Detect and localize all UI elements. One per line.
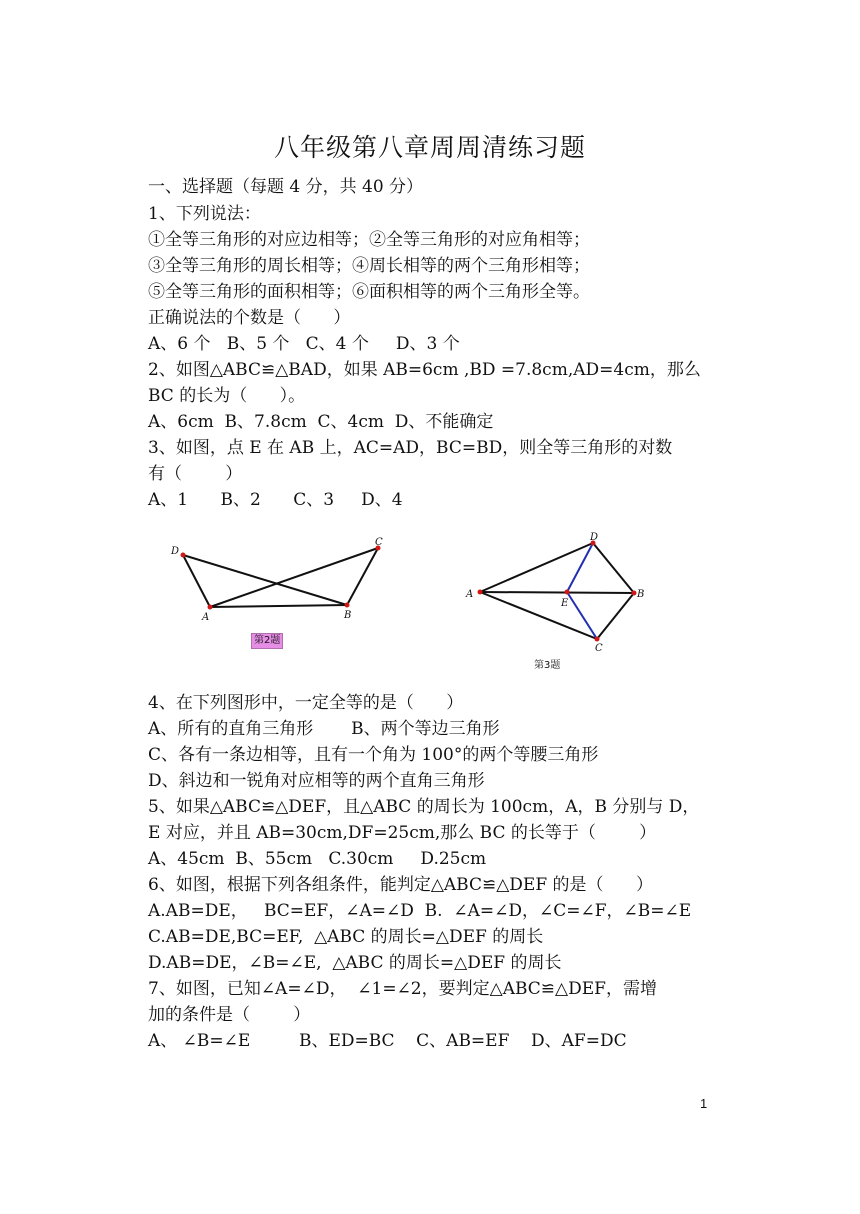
figure-2-label-d: D	[171, 546, 180, 557]
figure-3-highlight-segments	[567, 543, 597, 639]
figure-2-segments	[183, 548, 378, 607]
figure-3-segments	[480, 543, 634, 639]
question-1-statement-line: ⑤全等三角形的面积相等；⑥面积相等的两个三角形全等。	[148, 282, 590, 302]
question-7-stem-cont: 加的条件是（ ）	[148, 1005, 311, 1025]
figure-2-caption: 第2题	[251, 633, 283, 649]
question-1-statement-line: ③全等三角形的周长相等；④周长相等的两个三角形相等；	[148, 256, 590, 276]
question-3-stem-cont: 有（ ）	[148, 464, 243, 484]
question-4-option-line: C、各有一条边相等，且有一个角为 100°的两个等腰三角形	[148, 745, 599, 765]
section-heading: 一、选择题（每题 4 分，共 40 分）	[148, 177, 424, 197]
question-6-option-line: D.AB=DE，∠B=∠E, △ABC 的周长=△DEF 的周长	[148, 953, 562, 973]
question-7-options: A、 ∠B=∠E B、ED=BC C、AB=EF D、AF=DC	[148, 1031, 627, 1051]
question-1-stem: 1、下列说法：	[148, 204, 261, 224]
figure-2-label-a: A	[202, 612, 210, 623]
figure-3-caption: 第3题	[534, 660, 561, 671]
question-3-stem: 3、如图，点 E 在 AB 上，AC=AD，BC=BD，则全等三角形的对数	[148, 438, 673, 458]
question-1-statement-line: ①全等三角形的对应边相等；②全等三角形的对应角相等；	[148, 230, 590, 250]
question-1-options: A、6 个 B、5 个 C、4 个 D、3 个	[148, 334, 460, 354]
question-6-stem: 6、如图，根据下列各组条件，能判定△ABC≌△DEF 的是（ ）	[148, 875, 653, 895]
figure-2-label-c: C	[375, 537, 383, 548]
figure-2-label-b: B	[344, 610, 352, 621]
figure-3-label-a: A	[466, 589, 474, 600]
question-4-option-line: A、所有的直角三角形 B、两个等边三角形	[148, 719, 500, 739]
question-2-stem-cont: BC 的长为（ ）。	[148, 386, 306, 406]
figure-3-diagram	[460, 530, 660, 660]
figure-3-label-d: D	[590, 532, 599, 543]
question-1-prompt: 正确说法的个数是（ ）	[148, 308, 351, 328]
page-title: 八年级第八章周周清练习题	[273, 133, 586, 162]
figure-2-diagram	[160, 535, 400, 630]
question-5-stem: 5、如果△ABC≌△DEF，且△ABC 的周长为 100cm，A，B 分别与 D，	[148, 797, 700, 817]
figure-3-label-b: B	[637, 589, 645, 600]
page-number: 1	[700, 1096, 708, 1111]
question-2-options: A、6cm B、7.8cm C、4cm D、不能确定	[148, 412, 494, 432]
question-3-options: A、1 B、2 C、3 D、4	[148, 490, 403, 510]
question-7-stem: 7、如图，已知∠A=∠D， ∠1=∠2，要判定△ABC≌△DEF，需增	[148, 979, 657, 999]
figure-3-points	[478, 541, 637, 642]
question-5-options: A、45cm B、55cm C.30cm D.25cm	[148, 849, 487, 869]
question-4-option-line: D、斜边和一锐角对应相等的两个直角三角形	[148, 771, 485, 791]
question-6-option-line: C.AB=DE,BC=EF, △ABC 的周长=△DEF 的周长	[148, 927, 544, 947]
question-5-stem-cont: E 对应，并且 AB=30cm,DF=25cm,那么 BC 的长等于（ ）	[148, 823, 657, 843]
question-2-stem: 2、如图△ABC≌△BAD，如果 AB=6cm ,BD =7.8cm,AD=4cm，那么	[148, 360, 701, 380]
figure-3-label-e: E	[561, 598, 569, 609]
question-6-option-line: A.AB=DE， BC=EF，∠A=∠D B. ∠A=∠D，∠C=∠F，∠B=∠E	[148, 901, 692, 921]
question-4-stem: 4、在下列图形中，一定全等的是（ ）	[148, 693, 464, 713]
figure-3-label-c: C	[595, 643, 603, 654]
